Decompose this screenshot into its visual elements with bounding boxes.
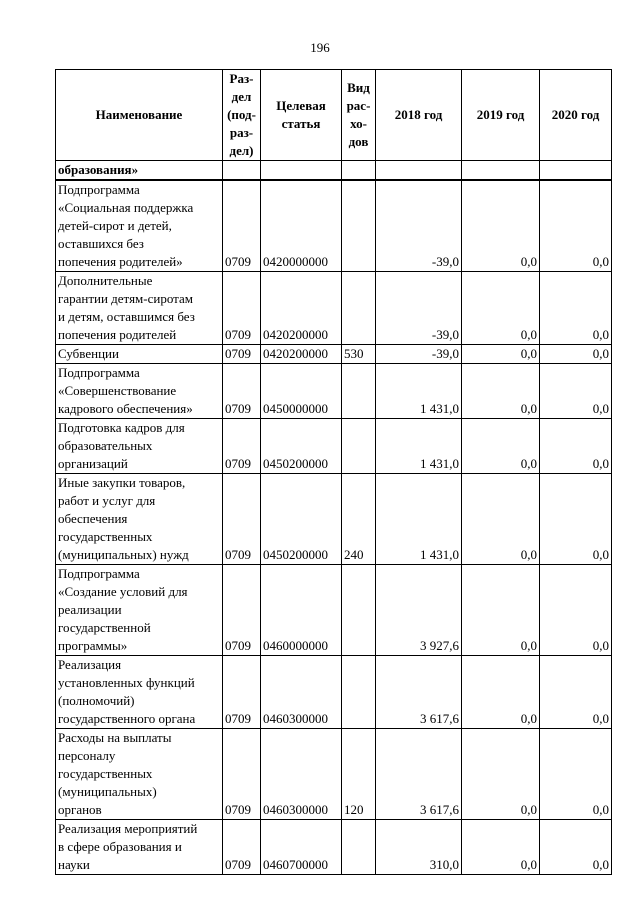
row-expense <box>342 180 376 272</box>
table-row <box>56 364 612 419</box>
row-2018: 1 431,0 <box>376 364 462 419</box>
row-expense: 120 <box>342 729 376 820</box>
page-number: 196 <box>310 40 330 55</box>
row-name: Иные закупки товаров, работ и услуг для обеспечения государственных (муниципальных) нужд <box>56 474 223 565</box>
row-2019: 0,0 <box>462 729 540 820</box>
row-target: 0450200000 <box>261 419 342 474</box>
row-2020: 0,0 <box>540 474 612 565</box>
empty-cell <box>462 161 540 181</box>
table-row <box>56 345 612 364</box>
row-target: 0460000000 <box>261 565 342 656</box>
row-2018: 3 927,6 <box>376 565 462 656</box>
row-2019: 0,0 <box>462 364 540 419</box>
row-expense <box>342 419 376 474</box>
header-2018: 2018 год <box>376 70 462 161</box>
row-2020: 0,0 <box>540 565 612 656</box>
header-2019: 2019 год <box>462 70 540 161</box>
row-target: 0420200000 <box>261 272 342 345</box>
row-2020: 0,0 <box>540 820 612 875</box>
row-section: 0709 <box>223 345 261 364</box>
row-name: Подпрограмма «Социальная поддержка детей-сирот и детей, оставшихся без попечения родителей» <box>56 180 223 272</box>
table-row <box>56 565 612 656</box>
row-2020: 0,0 <box>540 419 612 474</box>
header-2020: 2020 год <box>540 70 612 161</box>
empty-cell <box>342 161 376 181</box>
table-row <box>56 820 612 875</box>
header-section-label: Раз- дел (под- раз- дел) <box>227 71 256 158</box>
empty-cell <box>376 161 462 181</box>
table-row <box>56 656 612 729</box>
row-2018: 1 431,0 <box>376 419 462 474</box>
row-name: Подпрограмма «Совершенствование кадрового обеспечения» <box>56 364 223 419</box>
row-2019: 0,0 <box>462 474 540 565</box>
header-target-label: Целевая статья <box>276 98 326 131</box>
budget-table <box>55 69 612 875</box>
row-2019: 0,0 <box>462 656 540 729</box>
header-section <box>223 70 261 161</box>
row-expense: 530 <box>342 345 376 364</box>
row-section: 0709 <box>223 656 261 729</box>
row-name: Расходы на выплаты персоналу государственных (муниципальных) органов <box>56 729 223 820</box>
row-name: Подпрограмма «Создание условий для реализации государственной программы» <box>56 565 223 656</box>
row-2019: 0,0 <box>462 180 540 272</box>
row-section: 0709 <box>223 474 261 565</box>
row-section: 0709 <box>223 419 261 474</box>
header-name: Наименование <box>56 70 223 161</box>
row-expense <box>342 565 376 656</box>
row-target: 0460300000 <box>261 729 342 820</box>
header-expense-label: Вид рас- хо- дов <box>346 80 371 149</box>
row-2020: 0,0 <box>540 345 612 364</box>
row-name: Реализация мероприятий в сфере образования и науки <box>56 820 223 875</box>
empty-cell <box>540 161 612 181</box>
table-row <box>56 474 612 565</box>
row-target: 0460700000 <box>261 820 342 875</box>
row-2020: 0,0 <box>540 364 612 419</box>
table-row <box>56 419 612 474</box>
table-row <box>56 180 612 272</box>
row-name: Подготовка кадров для образовательных организаций <box>56 419 223 474</box>
empty-cell <box>261 161 342 181</box>
row-2018: 310,0 <box>376 820 462 875</box>
row-2019: 0,0 <box>462 345 540 364</box>
row-expense <box>342 364 376 419</box>
empty-cell <box>223 161 261 181</box>
row-target: 0420000000 <box>261 180 342 272</box>
row-2020: 0,0 <box>540 180 612 272</box>
table-row <box>56 272 612 345</box>
row-2018: -39,0 <box>376 345 462 364</box>
row-expense <box>342 820 376 875</box>
table-header-row <box>56 70 612 161</box>
row-section: 0709 <box>223 272 261 345</box>
row-2018: 3 617,6 <box>376 729 462 820</box>
row-section: 0709 <box>223 364 261 419</box>
row-name: Дополнительные гарантии детям-сиротам и детям, оставшимся без попечения родителей <box>56 272 223 345</box>
row-name: Субвенции <box>56 345 223 364</box>
continuation-row <box>56 161 612 181</box>
row-target: 0460300000 <box>261 656 342 729</box>
row-2018: 1 431,0 <box>376 474 462 565</box>
row-2020: 0,0 <box>540 656 612 729</box>
row-section: 0709 <box>223 729 261 820</box>
table-row <box>56 729 612 820</box>
row-name: Реализация установленных функций (полномочий) государственного органа <box>56 656 223 729</box>
row-2019: 0,0 <box>462 820 540 875</box>
row-target: 0450000000 <box>261 364 342 419</box>
table-body <box>56 161 612 875</box>
row-target: 0420200000 <box>261 345 342 364</box>
row-section: 0709 <box>223 565 261 656</box>
row-2018: -39,0 <box>376 272 462 345</box>
row-2018: 3 617,6 <box>376 656 462 729</box>
row-2019: 0,0 <box>462 419 540 474</box>
row-2018: -39,0 <box>376 180 462 272</box>
row-2020: 0,0 <box>540 272 612 345</box>
row-section: 0709 <box>223 820 261 875</box>
header-expense <box>342 70 376 161</box>
row-expense <box>342 656 376 729</box>
row-section: 0709 <box>223 180 261 272</box>
row-2019: 0,0 <box>462 272 540 345</box>
row-expense <box>342 272 376 345</box>
row-2019: 0,0 <box>462 565 540 656</box>
row-2020: 0,0 <box>540 729 612 820</box>
continuation-text: образования» <box>56 161 223 181</box>
row-expense: 240 <box>342 474 376 565</box>
header-target <box>261 70 342 161</box>
row-target: 0450200000 <box>261 474 342 565</box>
